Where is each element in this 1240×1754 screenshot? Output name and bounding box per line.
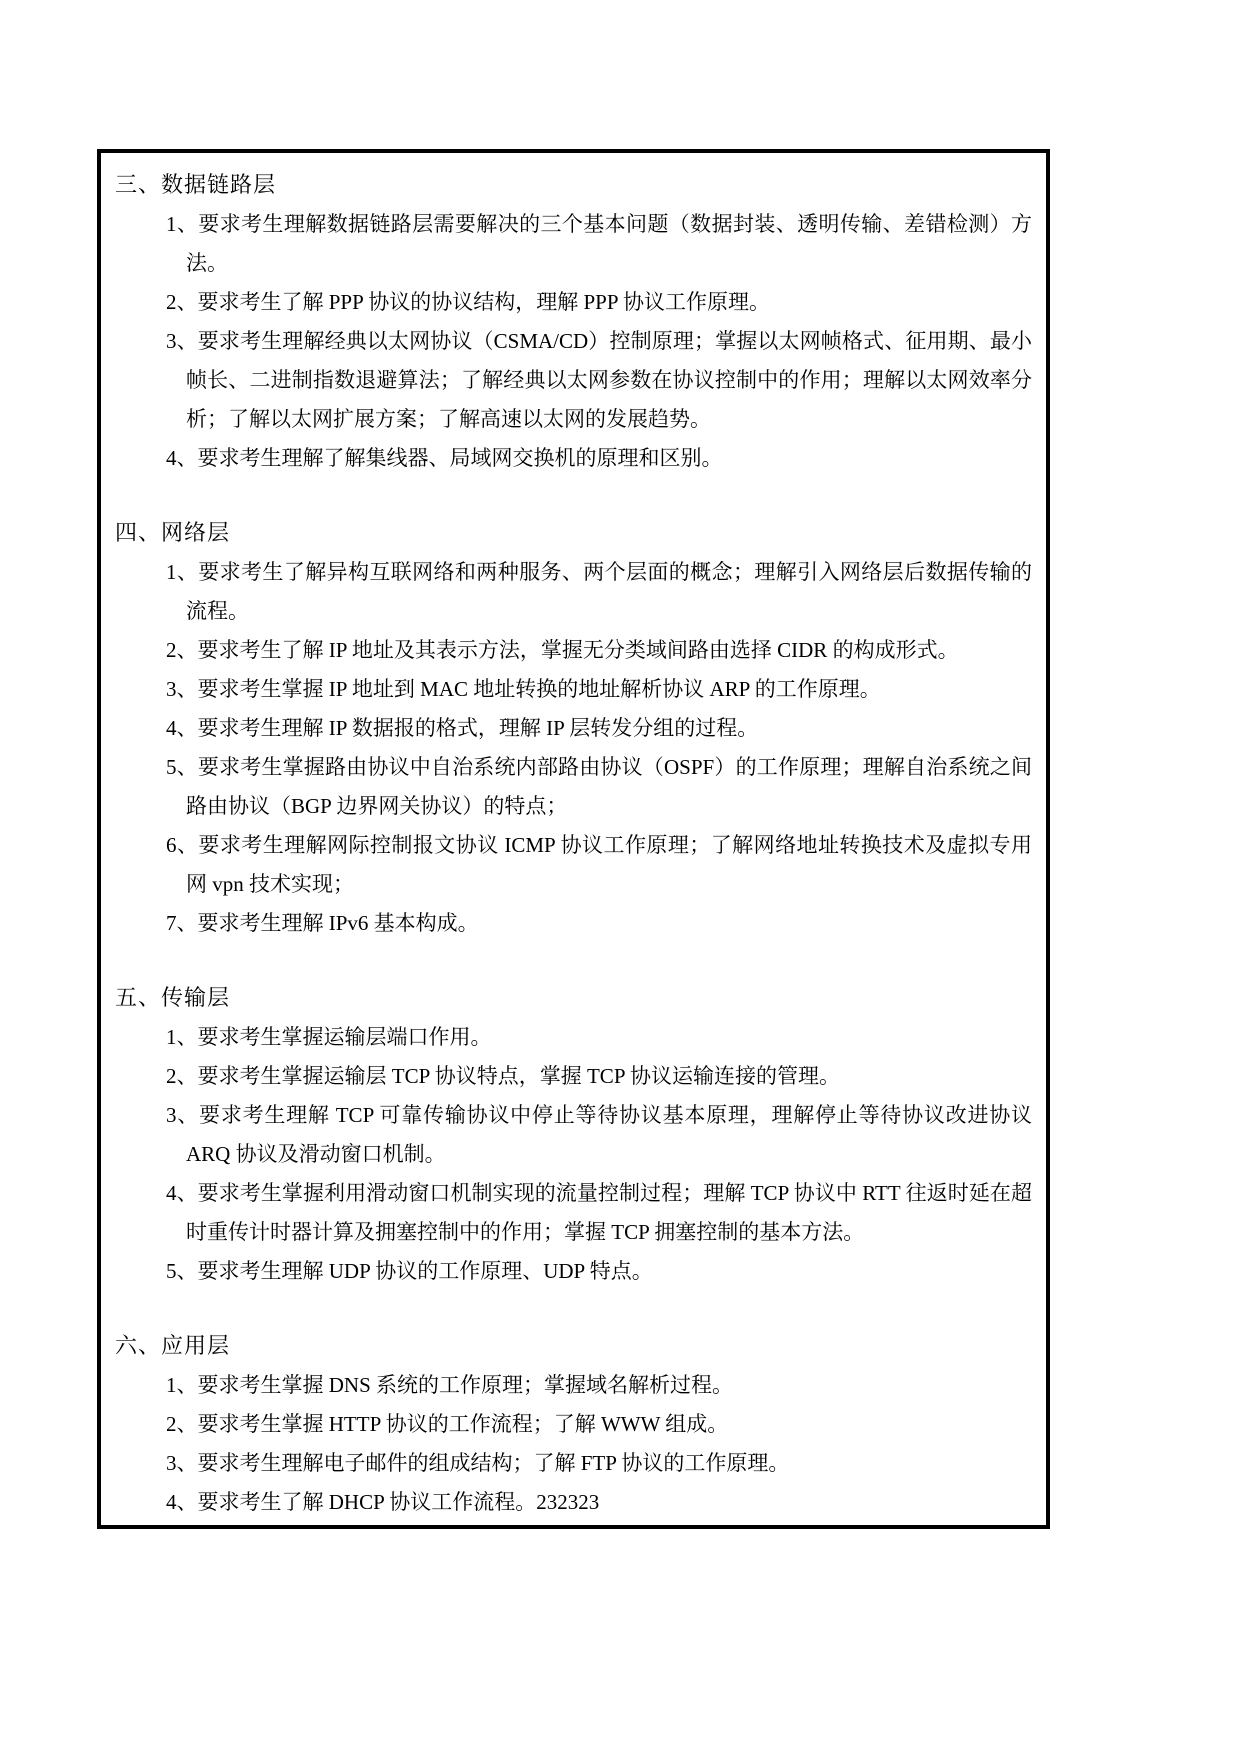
section-heading: 四、网络层 (115, 520, 231, 545)
syllabus-item: 3、要求考生理解 TCP 可靠传输协议中停止等待协议基本原理，理解停止等待协议改进协议 ARQ 协议及滑动窗口机制。 (166, 1103, 1032, 1166)
syllabus-item: 2、要求考生掌握运输层 TCP 协议特点，掌握 TCP 协议运输连接的管理。 (166, 1064, 840, 1088)
section-heading: 五、传输层 (115, 985, 231, 1010)
section-3 (101, 978, 1046, 1291)
syllabus-item: 4、要求考生理解 IP 数据报的格式，理解 IP 层转发分组的过程。 (166, 716, 759, 740)
syllabus-item: 4、要求考生了解 DHCP 协议工作流程。232323 (166, 1490, 600, 1514)
syllabus-item: 2、要求考生了解 IP 地址及其表示方法，掌握无分类域间路由选择 CIDR 的构成形式。 (166, 638, 959, 662)
syllabus-item: 5、要求考生理解 UDP 协议的工作原理、UDP 特点。 (166, 1259, 653, 1283)
content-box (97, 149, 1050, 1529)
syllabus-item: 1、要求考生掌握 DNS 系统的工作原理；掌握域名解析过程。 (166, 1373, 734, 1397)
syllabus-item: 1、要求考生掌握运输层端口作用。 (166, 1025, 492, 1049)
section-4 (101, 1326, 1046, 1522)
syllabus-item: 1、要求考生理解数据链路层需要解决的三个基本问题（数据封装、透明传输、差错检测）方法。 (166, 212, 1032, 275)
section-heading: 六、应用层 (115, 1333, 231, 1358)
syllabus-item: 4、要求考生理解了解集线器、局域网交换机的原理和区别。 (166, 446, 723, 470)
section-heading: 三、数据链路层 (115, 172, 277, 197)
syllabus-item: 1、要求考生了解异构互联网络和两种服务、两个层面的概念；理解引入网络层后数据传输的流程。 (166, 560, 1032, 623)
syllabus-item: 3、要求考生理解经典以太网协议（CSMA/CD）控制原理；掌握以太网帧格式、征用期、最小帧长、二进制指数退避算法；了解经典以太网参数在协议控制中的作用；理解以太网效率分析；了解以太网扩展方案；了解高速以太网的发展趋势。 (166, 329, 1032, 431)
syllabus-item: 3、要求考生掌握 IP 地址到 MAC 地址转换的地址解析协议 ARP 的工作原理。 (166, 677, 881, 701)
syllabus-item: 2、要求考生掌握 HTTP 协议的工作流程；了解 WWW 组成。 (166, 1412, 729, 1436)
syllabus-item: 7、要求考生理解 IPv6 基本构成。 (166, 911, 479, 935)
syllabus-item: 3、要求考生理解电子邮件的组成结构；了解 FTP 协议的工作原理。 (166, 1451, 790, 1475)
syllabus-item: 4、要求考生掌握利用滑动窗口机制实现的流量控制过程；理解 TCP 协议中 RTT 往返时延在超时重传计时器计算及拥塞控制中的作用；掌握 TCP 拥塞控制的基本方法。 (166, 1181, 1032, 1244)
section-2 (101, 513, 1046, 943)
syllabus-item: 2、要求考生了解 PPP 协议的协议结构，理解 PPP 协议工作原理。 (166, 290, 771, 314)
syllabus-item: 6、要求考生理解网际控制报文协议 ICMP 协议工作原理；了解网络地址转换技术及虚拟专用网 vpn 技术实现； (166, 833, 1032, 896)
syllabus-item: 5、要求考生掌握路由协议中自治系统内部路由协议（OSPF）的工作原理；理解自治系统之间路由协议（BGP 边界网关协议）的特点； (166, 755, 1032, 818)
section-1 (101, 165, 1046, 478)
